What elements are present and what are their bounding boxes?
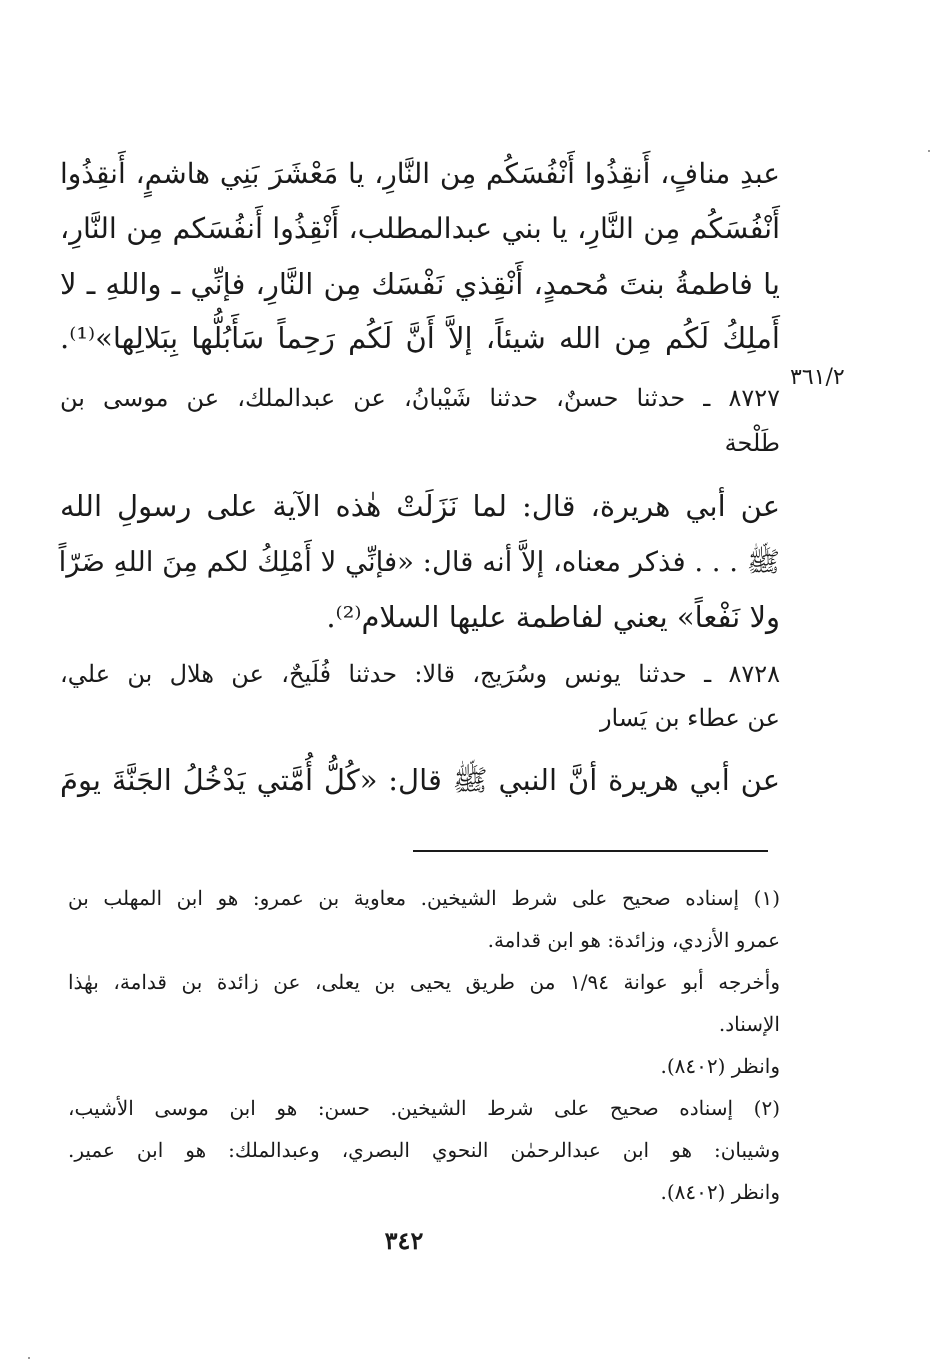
- hadith-8727-chain: ٨٧٢٧ ـ حدثنا حسنٌ، حدثنا شَيْبانُ، عن عبدالملك، عن موسى بن: [60, 384, 781, 412]
- scan-speck: [928, 150, 930, 152]
- footnote-line: وانظر (٨٤٠٢).: [660, 1054, 780, 1078]
- footnote-line: عمرو الأزدي، وزائدة: هو ابن قدامة.: [487, 928, 780, 952]
- footnote-line: (٢) إسناده صحيح على شرط الشيخين. حسن: هو ابن موسى الأشيب،: [68, 1096, 780, 1120]
- main-text-line: أَنْفُسَكُم مِن النَّارِ، يا بني عبدالمطلب، أَنْقِذُوا أَنفُسَكم مِن النَّارِ،: [60, 212, 780, 245]
- footnote-line: (١) إسناده صحيح على شرط الشيخين. معاوية بن عمرو: هو ابن المهلب بن: [68, 886, 780, 910]
- hadith-8728-text: عن أبي هريرة أنَّ النبي ﷺ قال: «كُلُّ أُمَّتي يَدْخُلُ الجَنَّةَ يومَ: [60, 763, 780, 797]
- hadith-8727-chain: طَلْحة: [724, 429, 780, 457]
- main-text-line: عبدِ منافٍ، أَنقِذُوا أَنْفُسَكُم مِن النَّارِ، يا مَعْشَرَ بَنِي هاشمٍ، أَنقِذُوا: [60, 157, 780, 190]
- main-text-line: يا فاطمةُ بنتَ مُحمدٍ، أَنْقِذي نَفْسَك مِن النَّارِ، فإنِّي ـ واللهِ ـ لا: [60, 267, 780, 301]
- footnote-line: الإسناد.: [718, 1012, 780, 1036]
- main-text-line: أَملِكُ لَكُم مِن الله شيئاً، إلاَّ أَنَّ لَكُم رَحِماً سَأَبُلُّها بِبَلالِها»⁽¹⁾.: [60, 321, 780, 355]
- footnote-line: وانظر (٨٤٠٢).: [660, 1180, 780, 1204]
- margin-reference: ٣٦١/٢: [790, 365, 845, 390]
- footnote-line: وأخرجه أبو عوانة ١/٩٤ من طريق يحيى بن يعلى، عن زائدة بن قدامة، بهٰذا: [68, 970, 780, 994]
- hadith-8728-chain: ٨٧٢٨ ـ حدثنا يونس وسُرَيج، قالا: حدثنا فُلَيحٌ، عن هلال بن علي،: [60, 660, 780, 688]
- hadith-8728-chain: عن عطاء بن يَسار: [599, 704, 780, 732]
- hadith-8727-text: ﷺ . . . فذكر معناه، إلاَّ أنه قال: «فإنِّي لا أَمْلِكُ لكم مِنَ اللهِ ضَرّاً: [58, 546, 780, 578]
- page-number: ٣٤٢: [384, 1226, 424, 1255]
- footnote-separator: [413, 850, 768, 852]
- footnote-line: وشيبان: هو ابن عبدالرحمٰن النحوي البصري، وعبدالملك: هو ابن عمير.: [68, 1138, 780, 1162]
- hadith-8727-text: عن أبي هريرة، قال: لما نَزَلَتْ هٰذه الآية على رسولِ الله: [60, 489, 780, 523]
- hadith-8727-text: ولا نَفْعاً» يعني لفاطمة عليها السلام⁽²⁾.: [326, 600, 780, 634]
- scan-speck: [28, 1357, 30, 1359]
